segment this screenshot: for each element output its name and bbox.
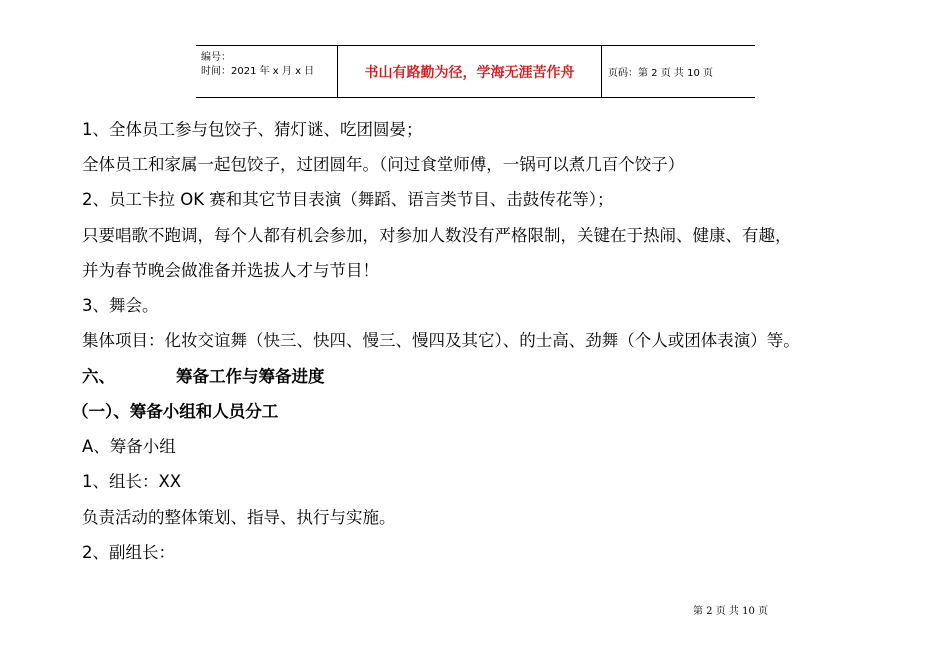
line-group-a: A、筹备小组 [82,437,176,456]
line-vice-leader: 2、副组长： [82,543,175,562]
line-3: 2、员工卡拉 OK 赛和其它节目表演（舞蹈、语言类节目、击鼓传花等）； [82,190,614,209]
line-6: 3、舞会。 [82,296,159,315]
line-2: 全体员工和家属一起包饺子，过团圆年。（问过食堂师傅，一锅可以煮几百个饺子） [82,155,685,174]
page-footer: 第 2 页 共 10 页 [693,606,768,617]
header-meta [196,46,338,97]
line-leader: 1、组长：XX [82,472,182,491]
page-label: 页码：第 2 页 共 10 页 [608,68,713,79]
page-header [196,45,755,98]
time-label: 时间：2021 年 x 月 x 日 [201,66,315,77]
line-7: 集体项目：化妆交谊舞（快三、快四、慢三、慢四及其它）、的士高、劲舞（个人或团体表演）等。 [82,331,800,350]
header-page-info [602,46,755,97]
header-motto: 书山有路勤为径，学海无涯苦作舟 [338,46,602,97]
subsection-one-title: （一）、筹备小组和人员分工 [72,402,279,421]
line-1: 1、全体员工参与包饺子、猜灯谜、吃团圆晏； [82,120,423,139]
line-leader-duty: 负责活动的整体策划、指导、执行与实施。 [82,508,396,527]
section-six-title: 筹备工作与筹备进度 [176,367,325,386]
line-4: 只要唱歌不跑调，每个人都有机会参加，对参加人数没有严格限制，关键在于热闹、健康、有趣， [82,226,792,245]
section-six-number: 六、 [82,367,115,386]
line-5: 并为春节晚会做准备并选拔人才与节目！ [82,261,379,280]
code-label: 编号： [201,52,231,63]
